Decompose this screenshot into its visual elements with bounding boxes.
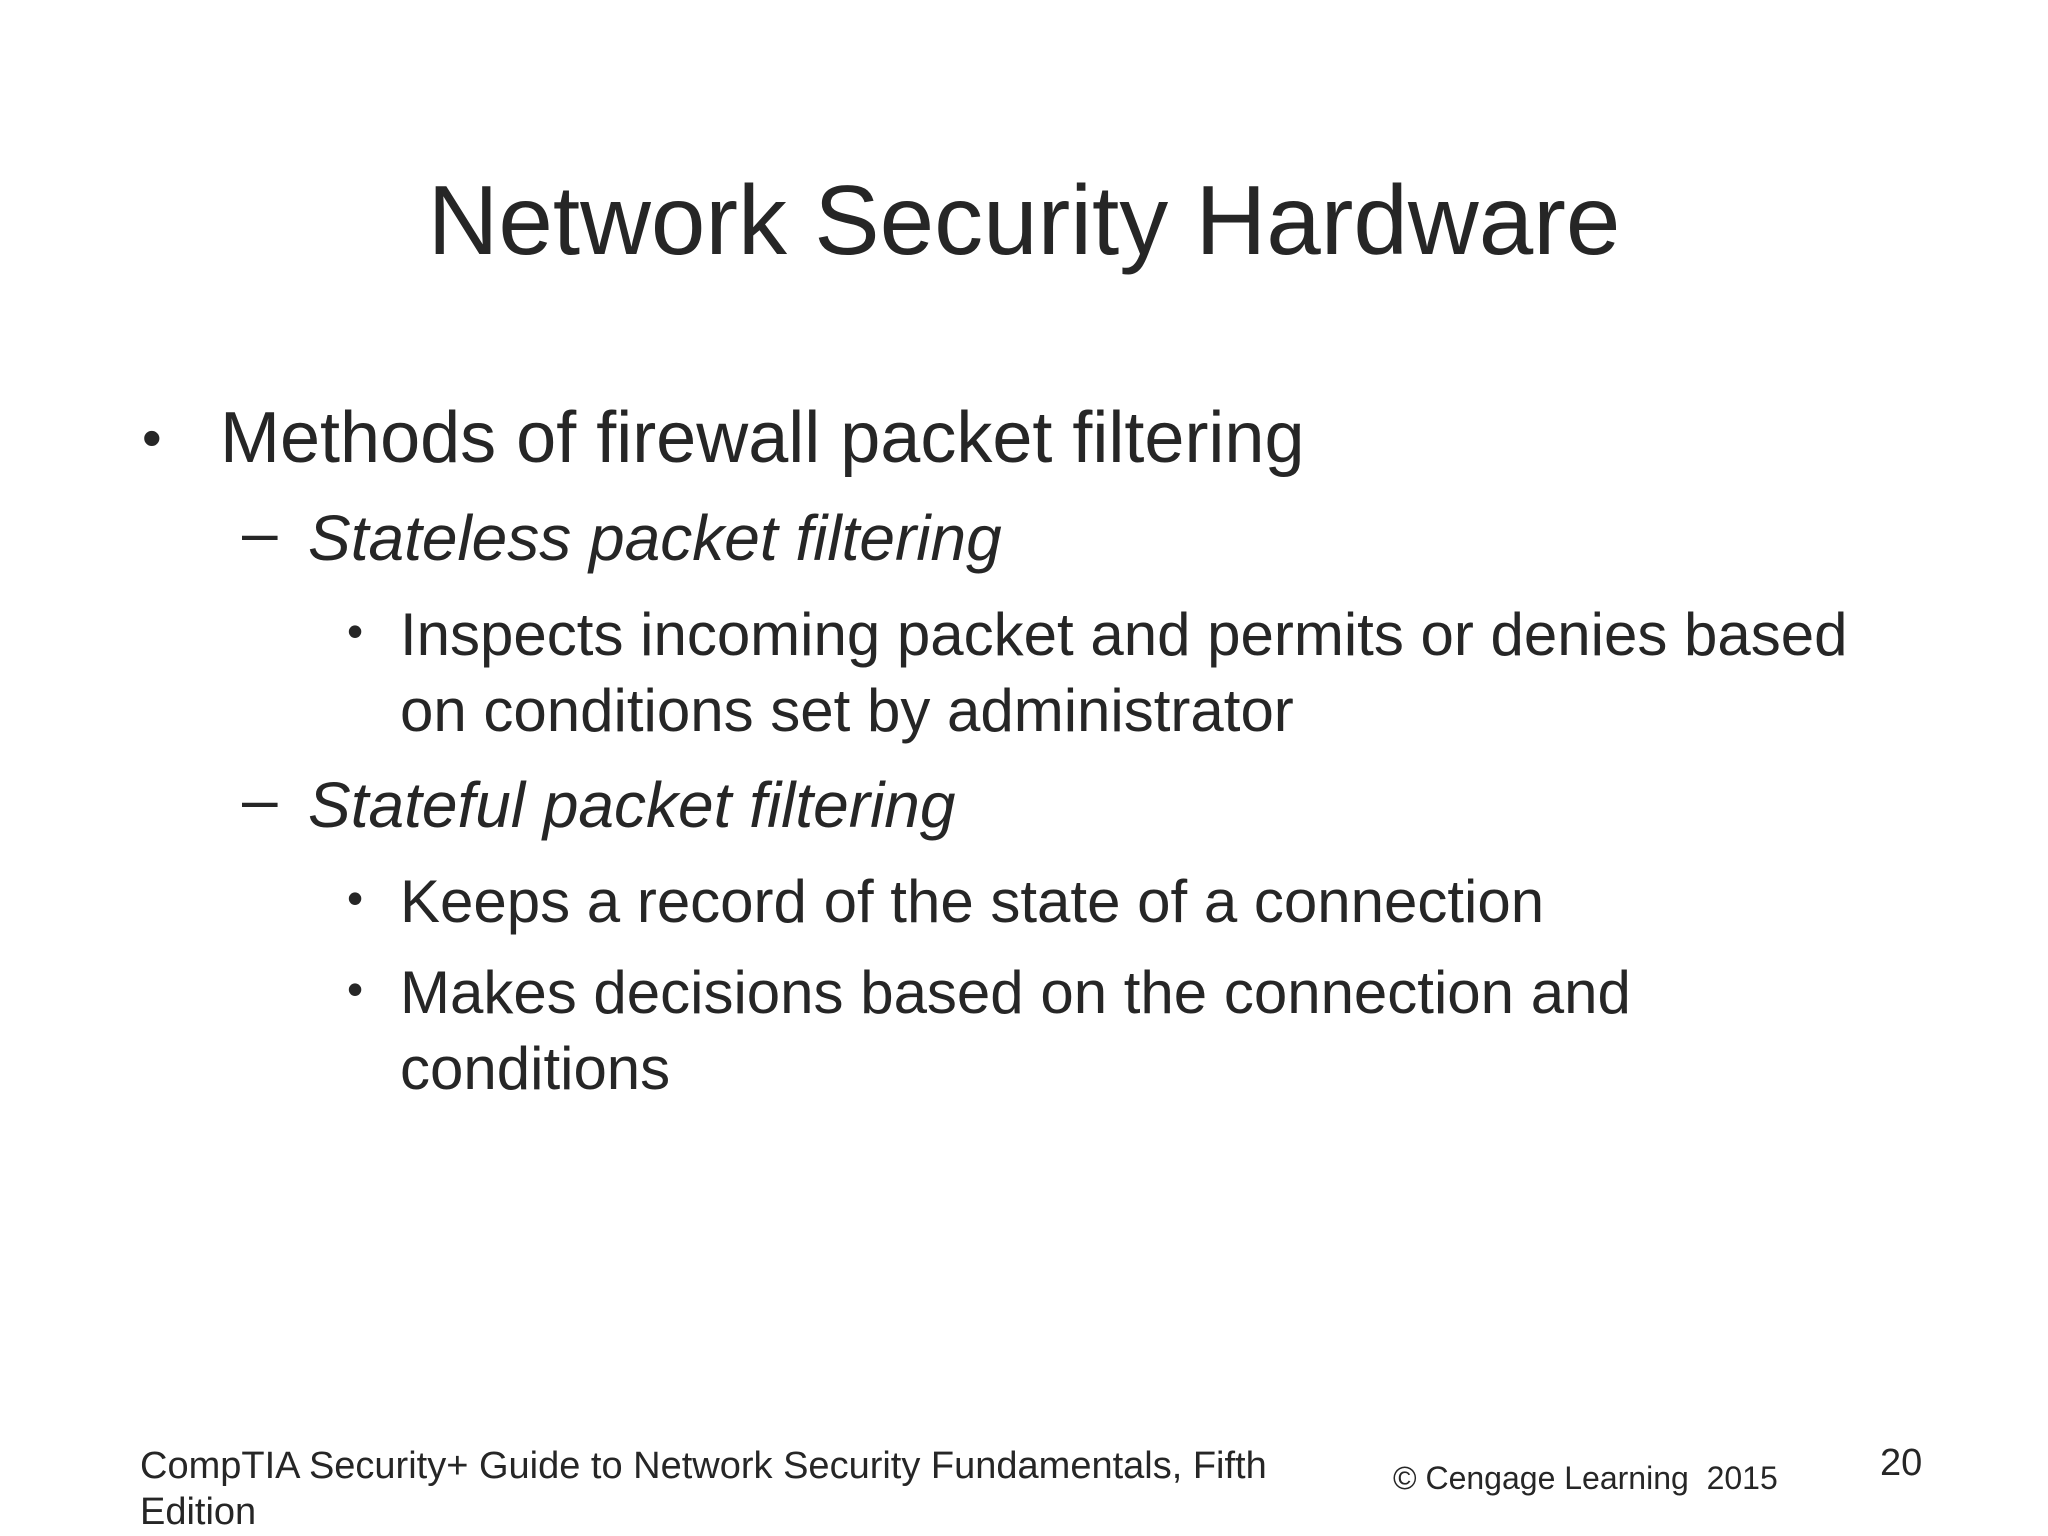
bullet-marker: • [347,605,364,657]
bullet-level1 [142,396,1305,480]
footer-course-title [140,1443,1360,1535]
dash-marker: – [242,496,278,568]
subsubbullet-text: Keeps a record of the state of a connection [400,868,1545,935]
footer-course-line2: Edition [140,1491,257,1533]
slide-title: Network Security Hardware [427,165,1621,275]
subbullet-text: Stateless packet filtering [308,502,1002,574]
subsubbullet-inspects-continuation [400,673,1294,749]
subsubbullet-makes-decisions [347,955,1631,1031]
bullet-marker: • [347,963,364,1015]
subsubbullet-keeps-record [347,864,1545,940]
subsubbullet-text-line1: Inspects incoming packet and permits or denies based [400,601,1848,668]
footer-page-number: 20 [1880,1442,1923,1484]
subbullet-stateless [242,496,1002,576]
subbullet-text: Stateful packet filtering [308,769,956,841]
dash-marker: – [242,763,278,835]
subsubbullet-inspects [347,597,1848,673]
bullet-marker: • [142,406,162,469]
footer-course-line1: CompTIA Security+ Guide to Network Security Fundamentals, Fifth [140,1445,1267,1487]
bullet-marker: • [347,872,364,924]
subbullet-stateful [242,763,956,843]
subsubbullet-text-line2: on conditions set by administrator [400,677,1294,744]
subsubbullet-text-line1: Makes decisions based on the connection and [400,959,1631,1026]
footer-copyright: © Cengage Learning 2015 [1393,1460,1778,1496]
bullet-text: Methods of firewall packet filtering [220,398,1305,478]
subsubbullet-makes-decisions-continuation [400,1031,670,1107]
subsubbullet-text-line2: conditions [400,1035,671,1102]
